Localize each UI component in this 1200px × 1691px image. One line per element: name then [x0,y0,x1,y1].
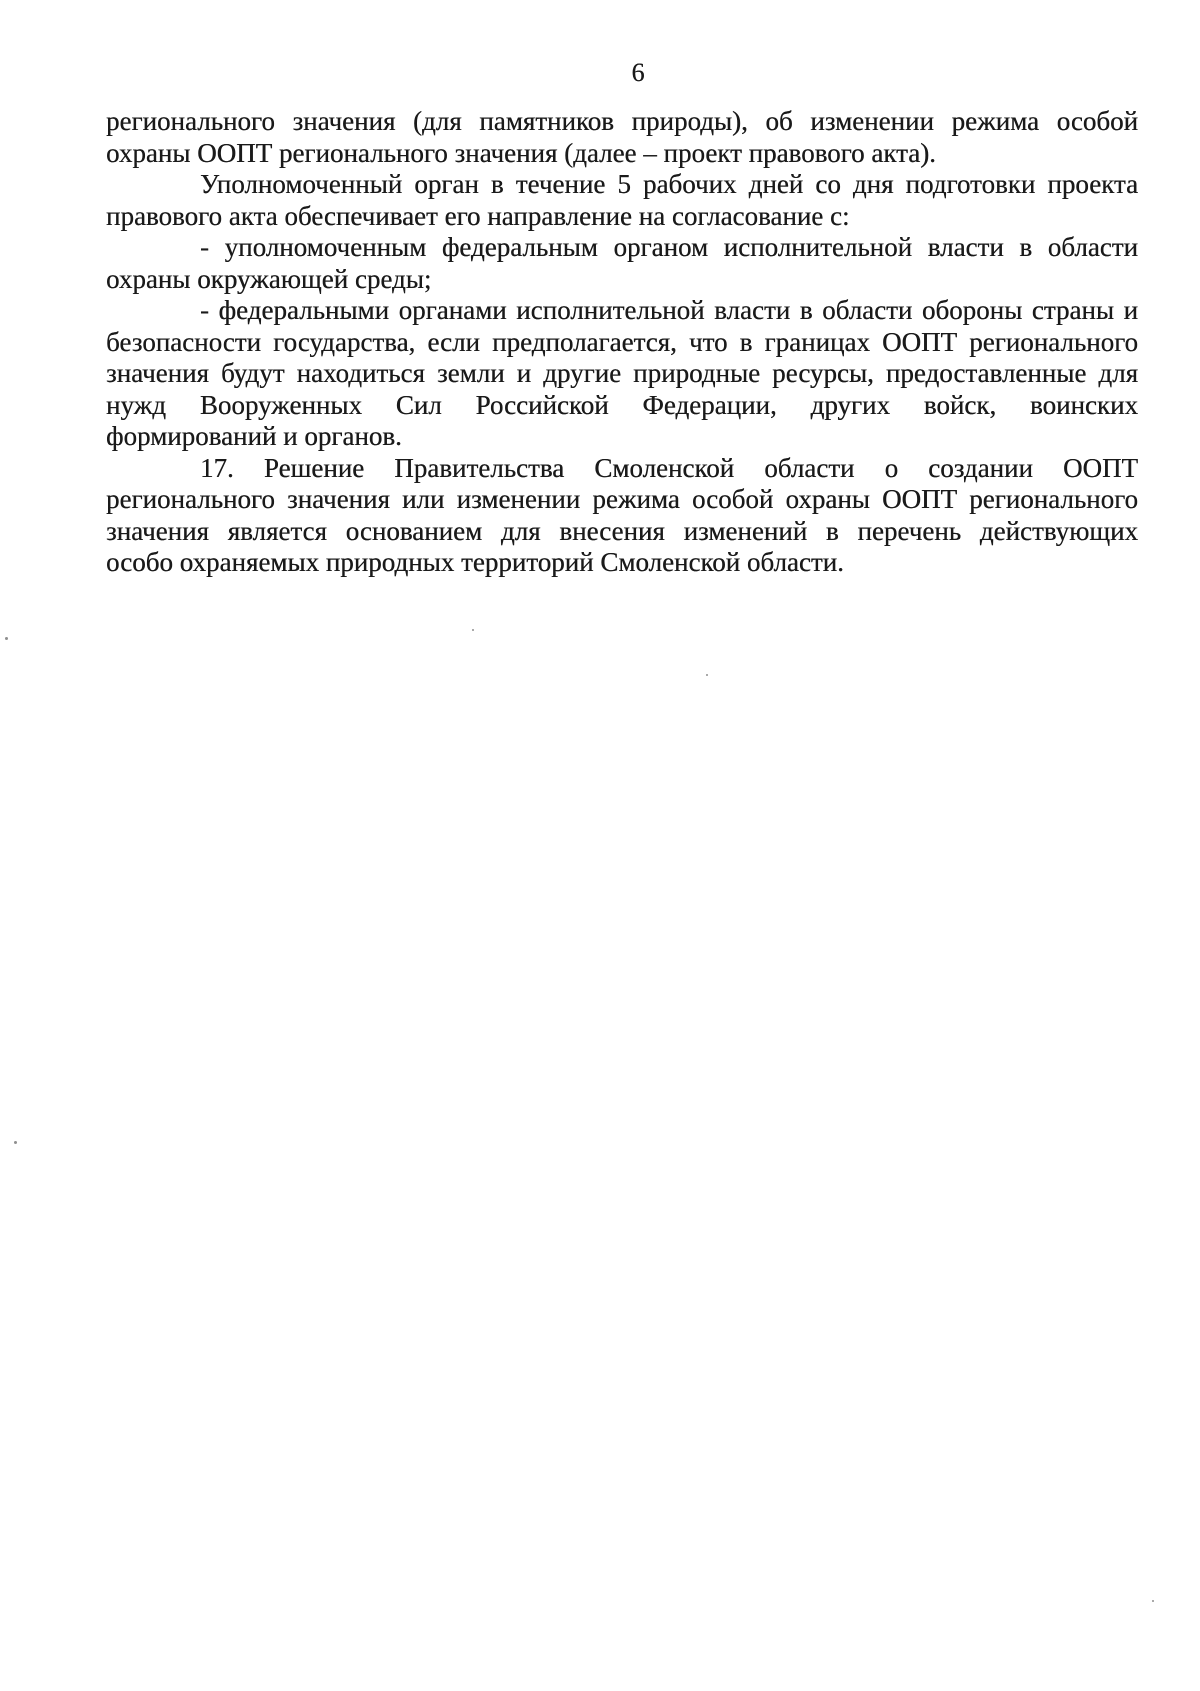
paragraph [106,106,1138,169]
text-line: безопасности государства, если предполагается, что в границах ООПТ регионального [106,326,1138,357]
paragraph [106,453,1138,579]
text-line: регионального значения (для памятников природы), об изменении режима особой [106,106,1138,136]
text-line: 17. Решение Правительства Смоленской области о создании ООПТ [200,452,1138,483]
text-line: правового акта обеспечивает его направление на согласование с: [106,200,850,231]
scan-speck [706,674,708,676]
text-line: особо охраняемых природных территорий Смоленской области. [106,547,844,577]
paragraph [106,169,1138,232]
text-line: значения является основанием для внесения изменений в перечень действующих [106,515,1138,546]
page-number: 6 [631,58,645,87]
scan-speck [5,637,8,640]
paragraph [106,295,1138,453]
text-line: охраны окружающей среды; [106,263,432,294]
paragraph [106,232,1138,295]
text-line: охраны ООПТ регионального значения (далее – проект правового акта). [106,137,936,168]
text-line: нужд Вооруженных Сил Российской Федерации, других войск, воинских [106,389,1138,420]
text-line: формирований и органов. [106,421,402,451]
text-line: - федеральными органами исполнительной власти в области обороны страны и [200,295,1138,325]
text-block [106,106,1138,579]
scan-speck [472,629,474,631]
text-line: Уполномоченный орган в течение 5 рабочих дней со дня подготовки проекта [200,169,1138,199]
text-line: регионального значения или изменении режима особой охраны ООПТ регионального [106,484,1138,514]
text-line: - уполномоченным федеральным органом исполнительной власти в области [200,232,1138,262]
scan-speck [1152,1600,1154,1602]
text-line: значения будут находиться земли и другие природные ресурсы, предоставленные для [106,358,1138,388]
scan-speck [14,1141,17,1144]
